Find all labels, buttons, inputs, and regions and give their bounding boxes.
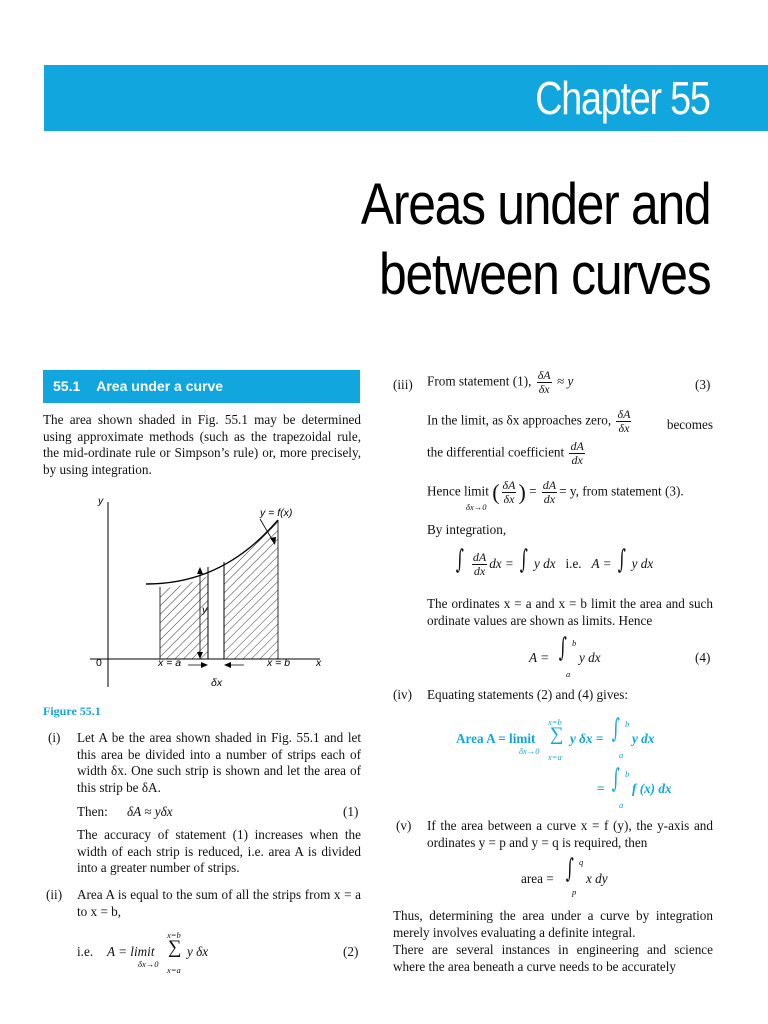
arrowhead-up bbox=[197, 567, 203, 574]
item-iii-line1 bbox=[427, 369, 573, 396]
frac-num: δA bbox=[537, 368, 551, 382]
item-iii-eq4-upper: b bbox=[572, 638, 577, 648]
item-iii-marker: (iii) bbox=[393, 377, 413, 392]
item-ii-sum-body: y δx bbox=[187, 944, 209, 959]
fraction-dA-dx bbox=[537, 369, 552, 396]
closing-paragraph-2: There are several instances in engineering and science where the area beneath a curve needs to be accurately bbox=[393, 942, 713, 974]
paren-close: ) bbox=[518, 479, 526, 505]
item-iii-eq4-num: (4) bbox=[695, 650, 711, 665]
figure-55-1 bbox=[70, 492, 360, 692]
item-i-text: Let A be the area shown shaded in Fig. 55.1 and let this area be divided into a number of strips each of width δx. One such strip is shown and let the area of this strip be δA. bbox=[77, 730, 361, 795]
integral-sign: ∫ bbox=[565, 854, 574, 884]
figure-caption: Figure 55.1 bbox=[43, 704, 101, 718]
item-iv-area-lhs: Area A = limit bbox=[456, 731, 536, 746]
fig-label-xb: x = b bbox=[267, 657, 291, 669]
item-v-body: x dy bbox=[586, 871, 608, 886]
fig-label-xa: x = a bbox=[158, 657, 182, 669]
item-iv-eq-right: y dx bbox=[632, 731, 655, 746]
fig-label-y-axis: y bbox=[98, 495, 104, 507]
item-i-then-label: Then: bbox=[77, 804, 108, 819]
fraction-dA-dx-2 bbox=[616, 408, 631, 435]
item-iii-int-body: dx = bbox=[489, 556, 514, 571]
item-iii-ordinates: The ordinates x = a and x = b limit the area and such ordinate values are shown as limits. Hence bbox=[427, 596, 713, 628]
dx-arrowhead-right bbox=[224, 662, 231, 668]
chapter-title-line2: between curves bbox=[378, 242, 710, 307]
item-iii-hence-post: = y, from statement (3). bbox=[559, 483, 684, 499]
item-iii-line2-post: becomes bbox=[666, 417, 713, 432]
item-v-upper: q bbox=[579, 857, 584, 867]
item-iii-int-y: y dx bbox=[533, 556, 556, 571]
item-iv-eq-eq: = bbox=[597, 781, 605, 796]
fraction-dA-dx-5 bbox=[472, 551, 487, 578]
frac-num: δA bbox=[617, 407, 631, 421]
strip-gap bbox=[208, 562, 224, 659]
integral-sign: ∫ bbox=[558, 633, 567, 663]
fig-label-curve: y = f(x) bbox=[260, 507, 293, 519]
item-iii-hence-sub: δx→0 bbox=[466, 502, 487, 512]
section-number: 55.1 bbox=[53, 378, 81, 394]
frac-den: dx bbox=[543, 492, 556, 506]
item-iii-eq4-lower: a bbox=[566, 669, 571, 679]
fig-label-origin: 0 bbox=[96, 657, 102, 669]
item-iii-eq4-body: y dx bbox=[579, 650, 601, 665]
frac-num: dA bbox=[542, 478, 557, 492]
item-iv-sum-bottom: x=a bbox=[548, 752, 562, 762]
item-ii-sum-bottom: x=a bbox=[167, 965, 181, 975]
chapter-number: Chapter 55 bbox=[535, 72, 710, 124]
item-iii-line3-pre: the differential coefficient bbox=[427, 444, 565, 460]
item-iv-eq-mid: y δx = bbox=[570, 731, 604, 746]
item-iii-line2 bbox=[427, 408, 713, 435]
fraction-dA-dx-4 bbox=[542, 479, 557, 506]
fig-label-dx: δx bbox=[211, 677, 223, 689]
sum-symbol: ∑ bbox=[168, 937, 182, 958]
item-iv-lower: a bbox=[619, 750, 624, 760]
fraction-dA-dx-3 bbox=[502, 479, 517, 506]
item-iii-line3 bbox=[427, 440, 587, 467]
fig-label-x-axis: x bbox=[316, 657, 322, 669]
item-ii-text: Area A is equal to the sum of all the strips from x = a to x = b, bbox=[77, 887, 361, 919]
chapter-title bbox=[361, 170, 710, 310]
item-v-marker: (v) bbox=[396, 818, 412, 833]
item-ii-eq-lhs: A = limit bbox=[107, 944, 155, 959]
integral-sign: ∫ bbox=[519, 545, 528, 575]
item-iii-ie: i.e. bbox=[565, 556, 582, 571]
frac-den: δx bbox=[618, 421, 630, 435]
item-iii-line1-post: ≈ y bbox=[556, 373, 574, 389]
integral-sign: ∫ bbox=[611, 714, 620, 744]
frac-num: dA bbox=[472, 550, 487, 565]
section-heading bbox=[43, 370, 360, 403]
item-iii-eq3-num: (3) bbox=[695, 377, 711, 392]
frac-den: dx bbox=[473, 564, 486, 579]
item-iii-line2-pre: In the limit, as δx approaches zero, bbox=[427, 412, 612, 428]
frac-den: δx bbox=[538, 382, 550, 396]
item-ii-sum-top: x=b bbox=[167, 930, 181, 940]
closing-paragraph-1: Thus, determining the area under a curve by integration merely involves evaluating a definite integral. bbox=[393, 908, 713, 940]
item-v-area-lhs: area = bbox=[521, 871, 554, 886]
item-iii-A-eq: A = bbox=[591, 556, 612, 571]
item-iii-int-eq bbox=[453, 545, 654, 579]
fig-label-strip-y: y bbox=[202, 604, 208, 616]
item-iii-by-int: By integration, bbox=[427, 522, 507, 537]
item-iv-upper-2: b bbox=[625, 769, 630, 779]
item-v-lower: p bbox=[572, 887, 577, 897]
item-iii-eq4-lhs: A = bbox=[529, 650, 550, 665]
sum-symbol: ∑ bbox=[550, 724, 564, 745]
integral-sign: ∫ bbox=[617, 545, 626, 575]
frac-num: δA bbox=[502, 478, 516, 492]
item-i-text2: The accuracy of statement (1) increases when the width of each strip is reduced, i.e. area A is divided into a greater number of strips. bbox=[77, 827, 361, 876]
item-i-then-eq: δA ≈ yδx bbox=[127, 804, 173, 819]
section-title: Area under a curve bbox=[96, 378, 224, 394]
item-iv-lim-sub: δx→0 bbox=[519, 746, 540, 756]
item-iii-hence: Hence limit ( $\frac{\delta A}{\delta x}$ ) = $\frac{dA}{dx}$ = y, from statement (3). bbox=[427, 478, 684, 506]
item-iv-text: Equating statements (2) and (4) gives: bbox=[427, 687, 629, 702]
item-ii-eq-num: (2) bbox=[343, 944, 359, 959]
intro-paragraph: The area shown shaded in Fig. 55.1 may be determined using approximate methods (such as the trapezoidal rule, the mid-ordinate rule or Simpson’s rule) or, more precisely, by using integration. bbox=[43, 412, 361, 477]
integral-sign: ∫ bbox=[455, 545, 464, 575]
item-ii-lim-sub: δx→0 bbox=[138, 959, 159, 969]
item-v-text: If the area between a curve x = f (y), the y-axis and ordinates y = p and y = q is required, then bbox=[427, 818, 713, 850]
item-i-marker: (i) bbox=[48, 730, 61, 745]
item-iii-hence-label: Hence limit bbox=[427, 483, 489, 499]
item-iii-line1-pre: From statement (1), bbox=[427, 373, 532, 389]
frac-num: dA bbox=[570, 439, 584, 453]
frac-den: δx bbox=[503, 492, 515, 506]
item-i-eq-num: (1) bbox=[343, 804, 359, 819]
integral-sign: ∫ bbox=[611, 764, 620, 794]
item-iii-int-y-2: y dx bbox=[631, 556, 654, 571]
item-iv-sum-top: x=b bbox=[548, 717, 562, 727]
item-iv-eq-second: f (x) dx bbox=[632, 781, 672, 796]
item-iv-upper: b bbox=[625, 719, 630, 729]
item-iv-marker: (iv) bbox=[393, 687, 413, 702]
fraction-dA-dx-diff bbox=[569, 440, 584, 467]
item-ii-marker: (ii) bbox=[46, 887, 63, 902]
frac-den: dx bbox=[571, 453, 583, 467]
dx-arrowhead-left bbox=[201, 662, 208, 668]
item-ii-ie: i.e. bbox=[77, 944, 94, 959]
item-iv-lower-2: a bbox=[619, 800, 624, 810]
paren-open: ( bbox=[492, 479, 500, 505]
chapter-title-line1: Areas under and bbox=[360, 172, 710, 237]
